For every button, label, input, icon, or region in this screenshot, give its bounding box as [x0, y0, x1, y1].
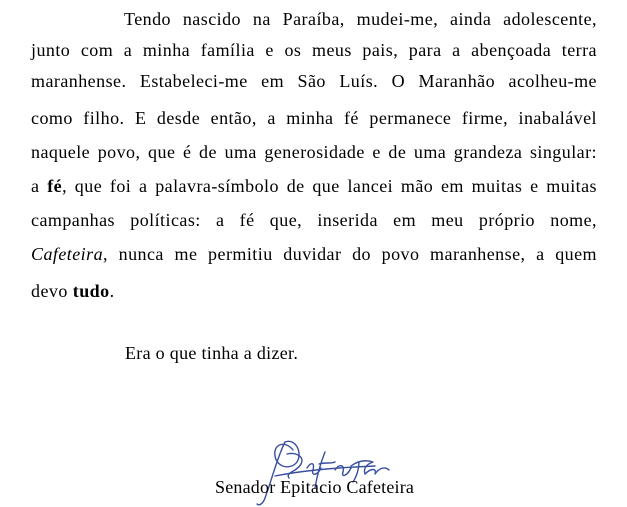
- paragraph-line: como filho. E desde então, a minha fé permanece firme, inabalável: [31, 108, 597, 128]
- text-run: a: [31, 176, 48, 196]
- bold-word-fe: fé: [47, 176, 63, 196]
- signatory-name: Senador Epitacio Cafeteira: [215, 477, 415, 497]
- paragraph-line: naquele povo, que é de uma generosidade e de uma grandeza singular:: [31, 142, 597, 162]
- paragraph-line: [31, 176, 597, 196]
- paragraph-line: [31, 244, 597, 264]
- paragraph-line: Tendo nascido na Paraíba, mudei-me, ainda adolescente,: [124, 9, 597, 29]
- text-run: , nunca me permitiu duvidar do povo maranhense, a quem: [103, 244, 597, 264]
- paragraph-line: junto com a minha família e os meus pais, para a abençoada terra: [31, 40, 597, 60]
- closing-sentence: Era o que tinha a dizer.: [125, 343, 299, 363]
- text-run: , que foi a palavra-símbolo de que lancei mão em muitas e muitas: [62, 176, 597, 196]
- signature-block: [215, 432, 475, 507]
- italic-word-cafeteira: Cafeteira: [31, 244, 104, 264]
- paragraph-line: campanhas políticas: a fé que, inserida em meu próprio nome,: [31, 210, 597, 230]
- paragraph-line: [31, 281, 597, 301]
- bold-word-tudo: tudo: [72, 281, 110, 301]
- text-run: devo: [31, 281, 73, 301]
- text-run: .: [109, 281, 115, 301]
- paragraph-line: maranhense. Estabeleci-me em São Luís. O Maranhão acolheu-me: [31, 71, 597, 91]
